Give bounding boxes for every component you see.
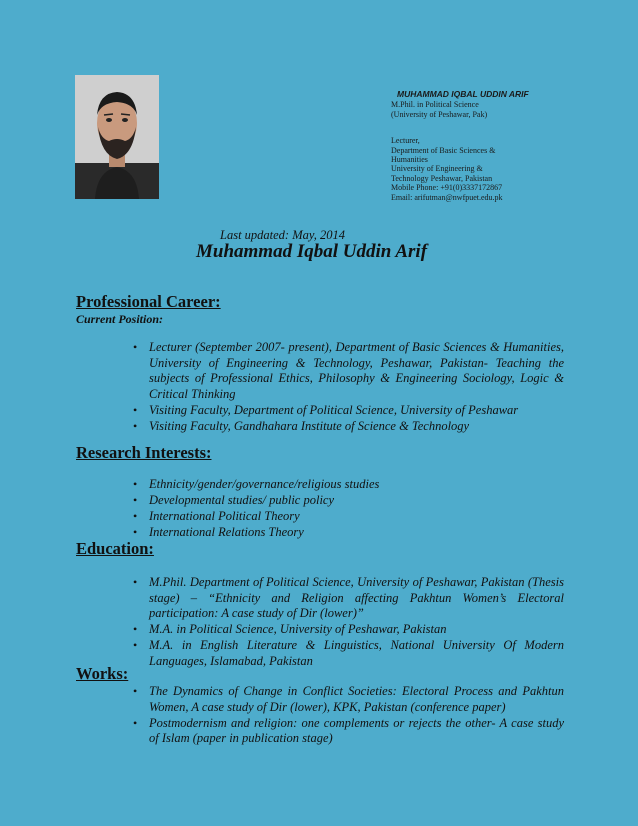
contact-line: University of Engineering & [391, 164, 483, 174]
list-item: • M.A. in English Literature & Linguistics, National University Of Modern Languages, Islamabad, Pakistan [133, 638, 564, 669]
document-title: Muhammad Iqbal Uddin Arif [196, 241, 428, 262]
contact-email: Email: arifutman@nwfpuet.edu.pk [391, 192, 503, 202]
contact-phone: Mobile Phone: +91(0)3337172867 [391, 183, 503, 193]
contact-line: Lecturer, [391, 136, 420, 146]
list-item: • Ethnicity/gender/governance/religious studies [133, 477, 564, 493]
list-item: • Developmental studies/ public policy [133, 493, 564, 509]
last-updated: Last updated: May, 2014 [220, 228, 345, 242]
profile-photo [75, 75, 159, 199]
list-item: • M.A. in Political Science, University of Peshawar, Pakistan [133, 622, 564, 638]
research-list [133, 477, 564, 541]
list-item: • Lecturer (September 2007- present), Department of Basic Sciences & Humanities, University of Engineering & Technology, Peshawar, Pakistan- Teaching the subjects of Professional Ethics, Philosophy & Engineering Sociology, Logic & Critical Thinking [133, 340, 564, 402]
list-item: • International Relations Theory [133, 525, 564, 541]
list-item: • The Dynamics of Change in Conflict Societies: Electoral Process and Pakhtun Women, A case study of Dir (lower), KPK, Pakistan (conference paper) [133, 684, 564, 715]
portrait-image [75, 75, 159, 199]
career-list [133, 340, 564, 435]
works-list [133, 684, 564, 747]
contact-line: Technology Peshawar, Pakistan [391, 173, 493, 183]
list-item: • M.Phil. Department of Political Science, University of Peshawar, Pakistan (Thesis stage) – “Ethnicity and Religion affecting Pakhtun Women’s Electoral participation: A case study of Dir (lower)” [133, 575, 564, 622]
contact-line: Humanities [391, 155, 428, 165]
education-list [133, 575, 564, 670]
list-item: • Visiting Faculty, Department of Political Science, University of Peshawar [133, 403, 564, 419]
contact-line: M.Phil. in Political Science [391, 100, 479, 110]
contact-line: (University of Peshawar, Pak) [391, 109, 488, 119]
list-item: • Postmodernism and religion: one complements or rejects the other- A case study of Islam (paper in publication stage) [133, 716, 564, 747]
research-heading: Research Interests: [76, 443, 212, 462]
career-heading: Professional Career: [76, 292, 221, 311]
contact-block [391, 90, 591, 202]
education-heading: Education: [76, 539, 154, 558]
contact-line: Department of Basic Sciences & [391, 145, 496, 155]
works-heading: Works: [76, 664, 129, 683]
current-position-subheading: Current Position: [76, 312, 164, 326]
list-item: • Visiting Faculty, Gandhahara Institute of Science & Technology [133, 419, 564, 435]
contact-name: MUHAMMAD IQBAL UDDIN ARIF [397, 89, 529, 99]
list-item: • International Political Theory [133, 509, 564, 525]
